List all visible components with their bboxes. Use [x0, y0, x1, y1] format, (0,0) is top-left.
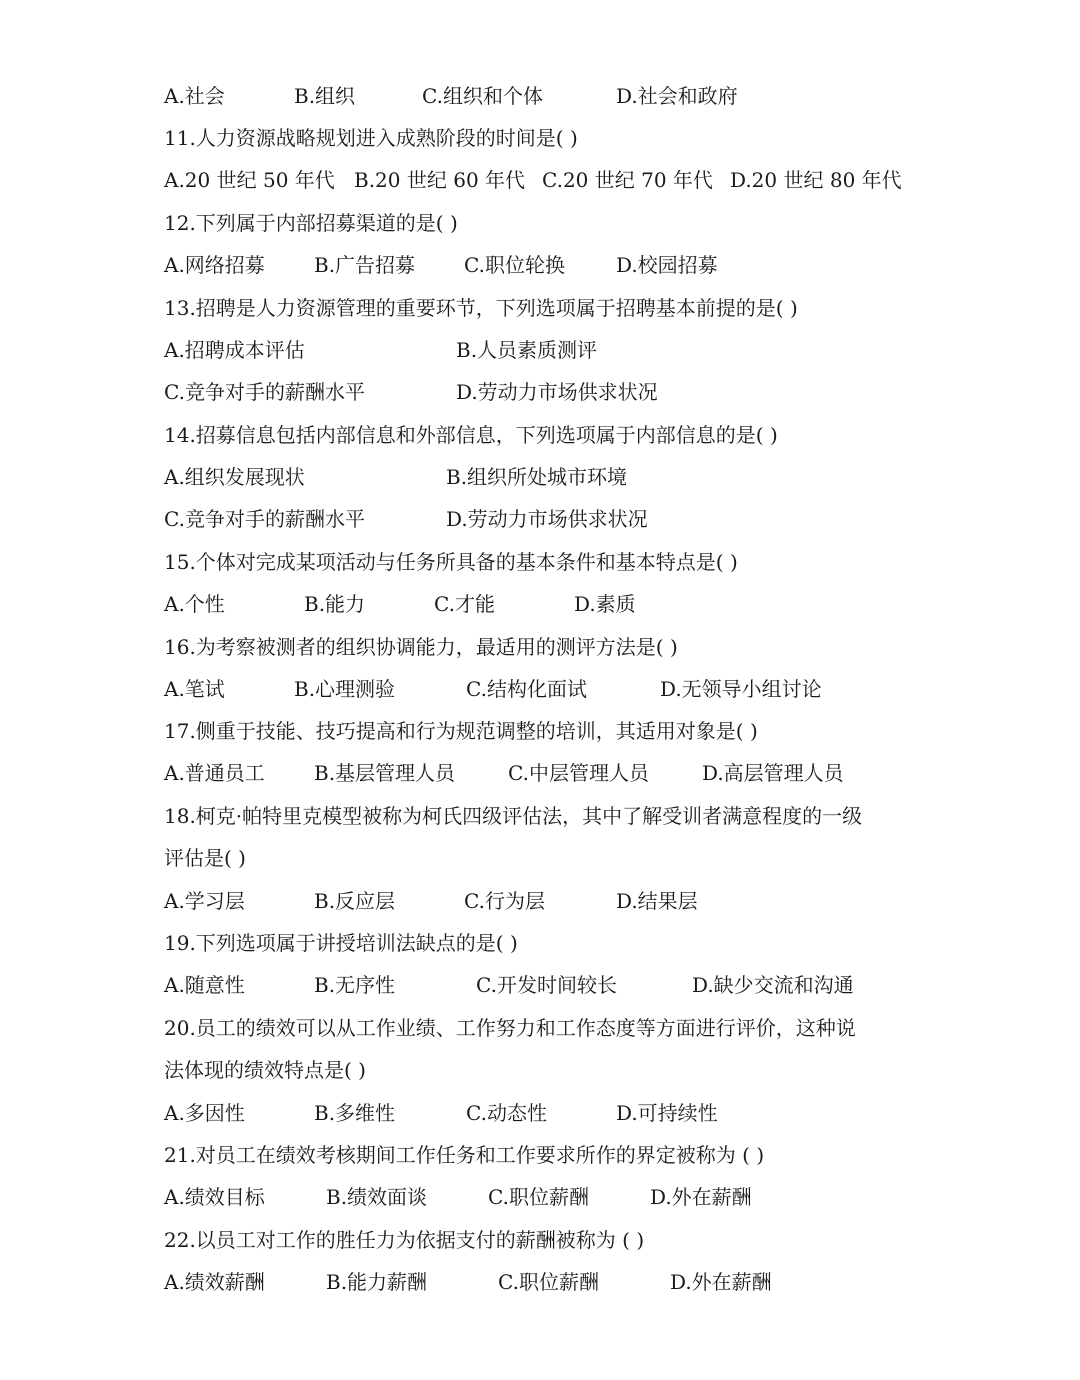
- answer-option: D.校园招募: [616, 253, 718, 277]
- answer-option: B.人员素质测评: [456, 338, 598, 362]
- answer-option: D.劳动力市场供求状况: [446, 507, 648, 531]
- answer-option: A.学习层: [164, 889, 245, 913]
- answer-option: C.20 世纪 70 年代: [542, 168, 713, 192]
- answer-option: D.外在薪酬: [670, 1270, 772, 1294]
- answer-option: A.普通员工: [164, 761, 265, 785]
- question-text: 11.人力资源战略规划进入成熟阶段的时间是( ): [164, 126, 578, 150]
- question-text: 13.招聘是人力资源管理的重要环节，下列选项属于招聘基本前提的是( ): [164, 296, 798, 320]
- question-text: 16.为考察被测者的组织协调能力，最适用的测评方法是( ): [164, 635, 678, 659]
- answer-option: A.绩效目标: [164, 1185, 265, 1209]
- answer-option: A.组织发展现状: [164, 465, 305, 489]
- answer-option: C.竞争对手的薪酬水平: [164, 507, 365, 531]
- options-row: [164, 588, 950, 620]
- options-row: [164, 461, 950, 493]
- options-row: [164, 1181, 950, 1213]
- answer-option: A.笔试: [164, 677, 225, 701]
- answer-option: A.绩效薪酬: [164, 1270, 265, 1294]
- question-text: 19.下列选项属于讲授培训法缺点的是( ): [164, 931, 518, 955]
- answer-option: D.20 世纪 80 年代: [730, 168, 902, 192]
- answer-option: D.无领导小组讨论: [660, 677, 822, 701]
- answer-option: C.职位轮换: [464, 253, 565, 277]
- options-row: [164, 249, 950, 281]
- answer-option: C.结构化面试: [466, 677, 587, 701]
- answer-option: A.个性: [164, 592, 225, 616]
- answer-option: B.能力: [304, 592, 366, 616]
- answer-option: A.20 世纪 50 年代: [164, 168, 335, 192]
- answer-option: C.才能: [434, 592, 495, 616]
- question-text: 14.招募信息包括内部信息和外部信息，下列选项属于内部信息的是( ): [164, 423, 778, 447]
- answer-option: D.可持续性: [616, 1101, 718, 1125]
- options-row: [164, 885, 950, 917]
- answer-option: B.能力薪酬: [326, 1270, 428, 1294]
- answer-option: B.无序性: [314, 973, 396, 997]
- options-row: [164, 503, 950, 535]
- answer-option: D.缺少交流和沟通: [692, 973, 854, 997]
- answer-option: D.劳动力市场供求状况: [456, 380, 658, 404]
- answer-option: B.组织: [294, 84, 356, 108]
- answer-option: C.职位薪酬: [498, 1270, 599, 1294]
- answer-option: D.高层管理人员: [702, 761, 844, 785]
- answer-option: D.素质: [574, 592, 636, 616]
- question-text: 17.侧重于技能、技巧提高和行为规范调整的培训，其适用对象是( ): [164, 719, 758, 743]
- question-text: 评估是( ): [164, 846, 246, 870]
- options-row: [164, 673, 950, 705]
- question-text: 15.个体对完成某项活动与任务所具备的基本条件和基本特点是( ): [164, 550, 738, 574]
- answer-option: A.多因性: [164, 1101, 245, 1125]
- answer-option: B.绩效面谈: [326, 1185, 428, 1209]
- answer-option: D.外在薪酬: [650, 1185, 752, 1209]
- options-row: [164, 1266, 950, 1298]
- options-row: [164, 80, 950, 112]
- question-text: 12.下列属于内部招募渠道的是( ): [164, 211, 458, 235]
- answer-option: C.竞争对手的薪酬水平: [164, 380, 365, 404]
- answer-option: A.网络招募: [164, 253, 265, 277]
- question-text: 法体现的绩效特点是( ): [164, 1058, 366, 1082]
- answer-option: B.反应层: [314, 889, 396, 913]
- question-text: 22.以员工对工作的胜任力为依据支付的薪酬被称为 ( ): [164, 1228, 645, 1252]
- answer-option: C.开发时间较长: [476, 973, 617, 997]
- answer-option: A.社会: [164, 84, 225, 108]
- answer-option: D.社会和政府: [616, 84, 738, 108]
- answer-option: A.招聘成本评估: [164, 338, 305, 362]
- options-row: [164, 1097, 950, 1129]
- answer-option: B.心理测验: [294, 677, 396, 701]
- answer-option: B.20 世纪 60 年代: [354, 168, 526, 192]
- answer-option: A.随意性: [164, 973, 245, 997]
- question-text: 21.对员工在绩效考核期间工作任务和工作要求所作的界定被称为 ( ): [164, 1143, 765, 1167]
- answer-option: B.多维性: [314, 1101, 396, 1125]
- options-row: [164, 334, 950, 366]
- question-text: 20.员工的绩效可以从工作业绩、工作努力和工作态度等方面进行评价，这种说: [164, 1016, 856, 1040]
- answer-option: C.中层管理人员: [508, 761, 649, 785]
- question-text: 18.柯克·帕特里克模型被称为柯氏四级评估法，其中了解受训者满意程度的一级: [164, 804, 863, 828]
- options-row: [164, 969, 950, 1001]
- options-row: [164, 164, 950, 196]
- answer-option: B.组织所处城市环境: [446, 465, 628, 489]
- answer-option: C.职位薪酬: [488, 1185, 589, 1209]
- answer-option: C.组织和个体: [422, 84, 543, 108]
- options-row: [164, 376, 950, 408]
- answer-option: C.行为层: [464, 889, 545, 913]
- answer-option: B.基层管理人员: [314, 761, 456, 785]
- answer-option: B.广告招募: [314, 253, 416, 277]
- answer-option: D.结果层: [616, 889, 698, 913]
- options-row: [164, 757, 950, 789]
- answer-option: C.动态性: [466, 1101, 547, 1125]
